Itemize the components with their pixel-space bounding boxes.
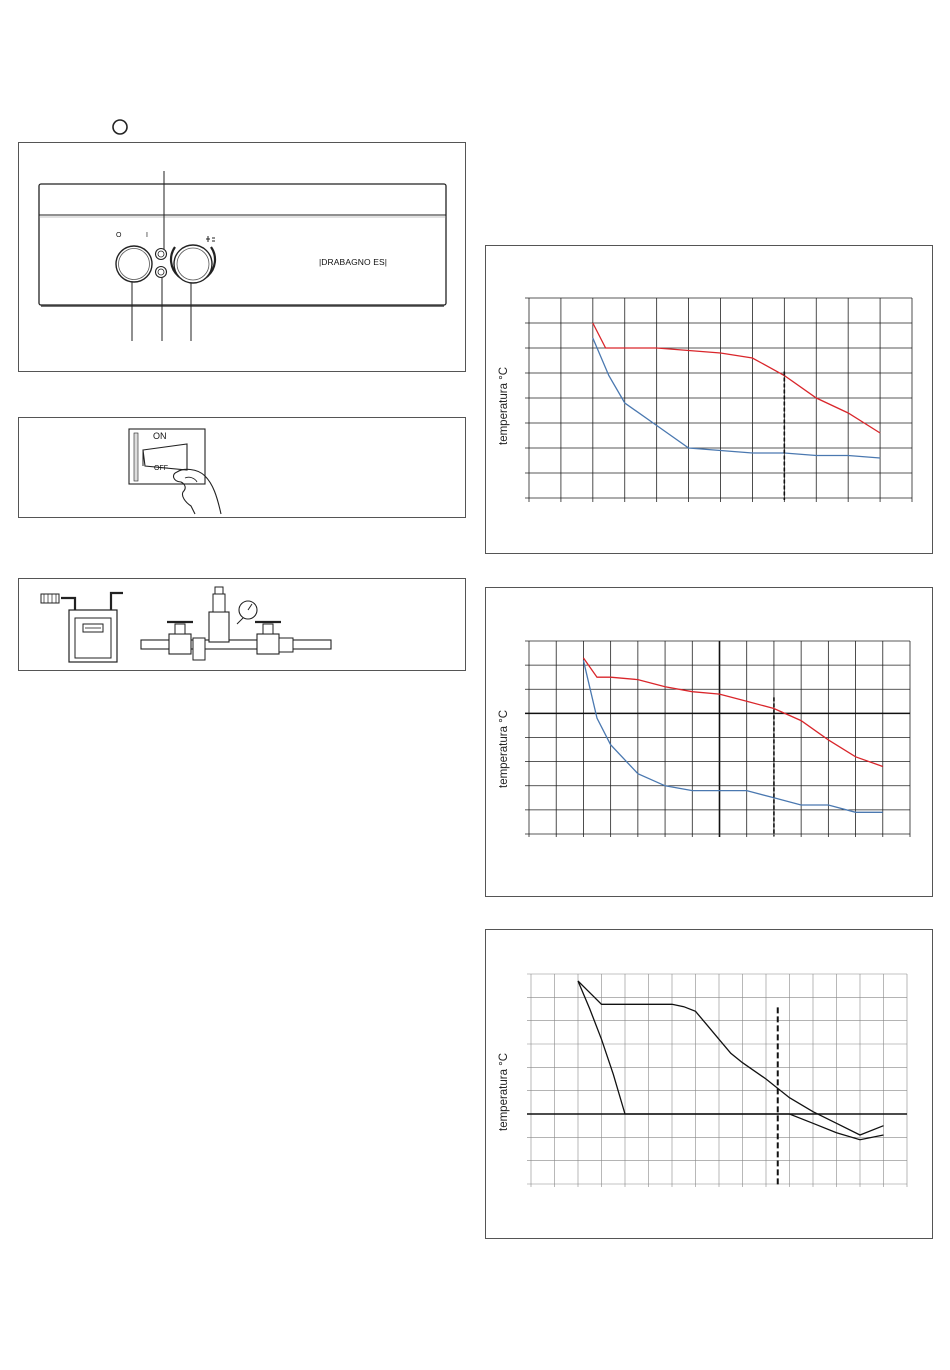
chart-2-series-1-line: [583, 658, 882, 767]
chart-2-ylabel: temperatura °C: [498, 709, 510, 788]
switch-off-text: OFF: [154, 465, 168, 472]
chart-2-series-2-line: [583, 660, 882, 812]
chart-1-series-1-line: [593, 323, 880, 433]
brand-label: |DRABAGNO ES|: [319, 257, 388, 267]
switch-on-label: I: [146, 232, 148, 239]
switch-off-label: O: [116, 232, 122, 239]
chart-1-ylabel: temperatura °C: [498, 366, 510, 445]
chart-3-ylabel: temperatura °C: [498, 1052, 510, 1131]
switch-on-text: ON: [153, 431, 167, 441]
